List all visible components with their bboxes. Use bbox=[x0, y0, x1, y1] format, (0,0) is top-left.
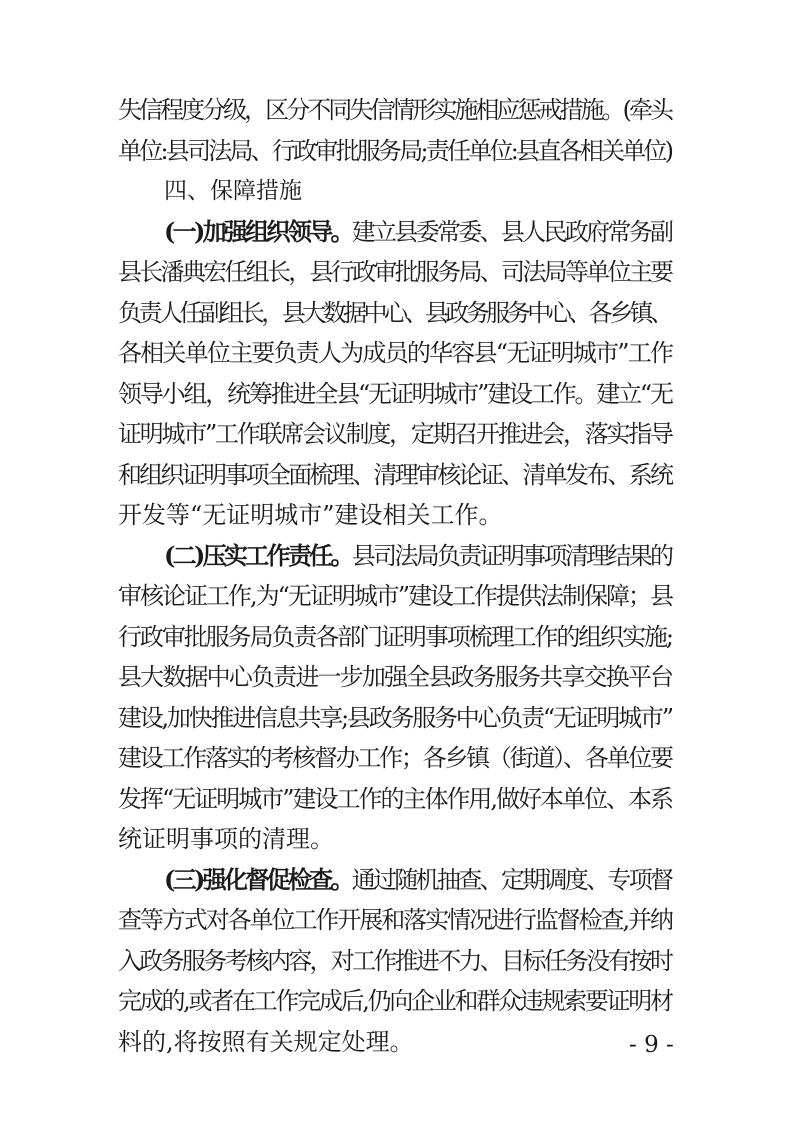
body-line-text: 料的,将按照有关规定处理。 bbox=[118, 1027, 414, 1056]
body-line bbox=[118, 495, 503, 535]
body-line bbox=[118, 455, 674, 495]
body-line-text: 发挥“无证明城市”建设工作的主体作用,做好本单位、本系 bbox=[118, 784, 672, 813]
body-line bbox=[118, 819, 334, 859]
body-line bbox=[118, 333, 674, 373]
body-line-text: 通过随机抽查、定期调度、专项督 bbox=[351, 865, 672, 894]
body-line bbox=[118, 941, 674, 981]
page-number: - 9 - bbox=[629, 1032, 674, 1058]
body-line-text: 完成的,或者在工作完成后,仍向企业和群众违规索要证明材 bbox=[118, 987, 672, 1015]
body-line bbox=[118, 981, 674, 1021]
body-line bbox=[118, 1022, 414, 1062]
body-line bbox=[118, 738, 674, 778]
body-line-text: 统证明事项的清理。 bbox=[118, 825, 334, 853]
body-line bbox=[118, 293, 674, 333]
body-line-text: 查等方式对各单位工作开展和落实情况进行监督检查,并纳 bbox=[118, 906, 672, 934]
section-heading-text: 四、保障措施 bbox=[164, 178, 302, 204]
body-line-text: 证明城市”工作联席会议制度，定期召开推进会，落实指导 bbox=[118, 420, 672, 448]
body-line-text: 行政审批服务局负责各部门证明事项梳理工作的组织实施; bbox=[118, 622, 672, 651]
body-line bbox=[118, 576, 674, 616]
section-heading bbox=[164, 171, 302, 211]
body-line-text: 建立县委常委、县人民政府常务副 bbox=[351, 217, 672, 246]
body-line bbox=[118, 698, 674, 738]
body-line bbox=[118, 90, 674, 130]
body-line-text: 入政务服务考核内容，对工作推进不力、目标任务没有按时 bbox=[118, 946, 672, 975]
body-line bbox=[118, 374, 674, 414]
subsection-title: (一)加强组织领导。 bbox=[164, 216, 352, 246]
subsection-title: (二)压实工作责任。 bbox=[164, 540, 352, 570]
subsection-first-line bbox=[164, 536, 674, 576]
subsection-title: (三)强化督促检查。 bbox=[164, 864, 352, 894]
body-line-text: 领导小组，统筹推进全县“无证明城市”建设工作。建立“无 bbox=[118, 379, 672, 408]
subsection-first-line bbox=[164, 212, 674, 252]
body-line-text: 县司法局负责证明事项清理结果的 bbox=[351, 541, 672, 570]
body-line-text: 审核论证工作,为“无证明城市”建设工作提供法制保障；县 bbox=[118, 582, 672, 610]
body-line-text: 失信程度分级，区分不同失信情形实施相应惩戒措施。(牵头 bbox=[118, 96, 672, 124]
body-line-text: 县大数据中心负责进一步加强全县政务服务共享交换平台 bbox=[118, 663, 673, 691]
body-line bbox=[118, 657, 674, 697]
body-line bbox=[118, 252, 674, 292]
body-line-text: 各相关单位主要负责人为成员的华容县“无证明城市”工作 bbox=[118, 339, 673, 367]
body-line bbox=[118, 900, 674, 940]
body-line-text: 开发等“无证明城市”建设相关工作。 bbox=[118, 501, 503, 529]
body-line bbox=[118, 131, 674, 171]
body-line bbox=[118, 779, 674, 819]
body-line-text: 单位:县司法局、行政审批服务局;责任单位:县直各相关单位) bbox=[118, 136, 672, 165]
body-line-text: 负责人任副组长，县大数据中心、县政务服务中心、各乡镇、 bbox=[118, 298, 671, 327]
body-line-text: 建设,加快推进信息共享;县政务服务中心负责“无证明城市” bbox=[118, 703, 672, 732]
body-line bbox=[118, 414, 674, 454]
body-line-text: 县长潘典宏任组长，县行政审批服务局、司法局等单位主要 bbox=[118, 258, 672, 286]
body-line-text: 建设工作落实的考核督办工作；各乡镇（街道）、各单位要 bbox=[118, 744, 672, 772]
body-line-text: 和组织证明事项全面梳理、清理审核论证、清单发布、系统 bbox=[118, 460, 672, 489]
subsection-first-line bbox=[164, 860, 674, 900]
body-line bbox=[118, 617, 674, 657]
